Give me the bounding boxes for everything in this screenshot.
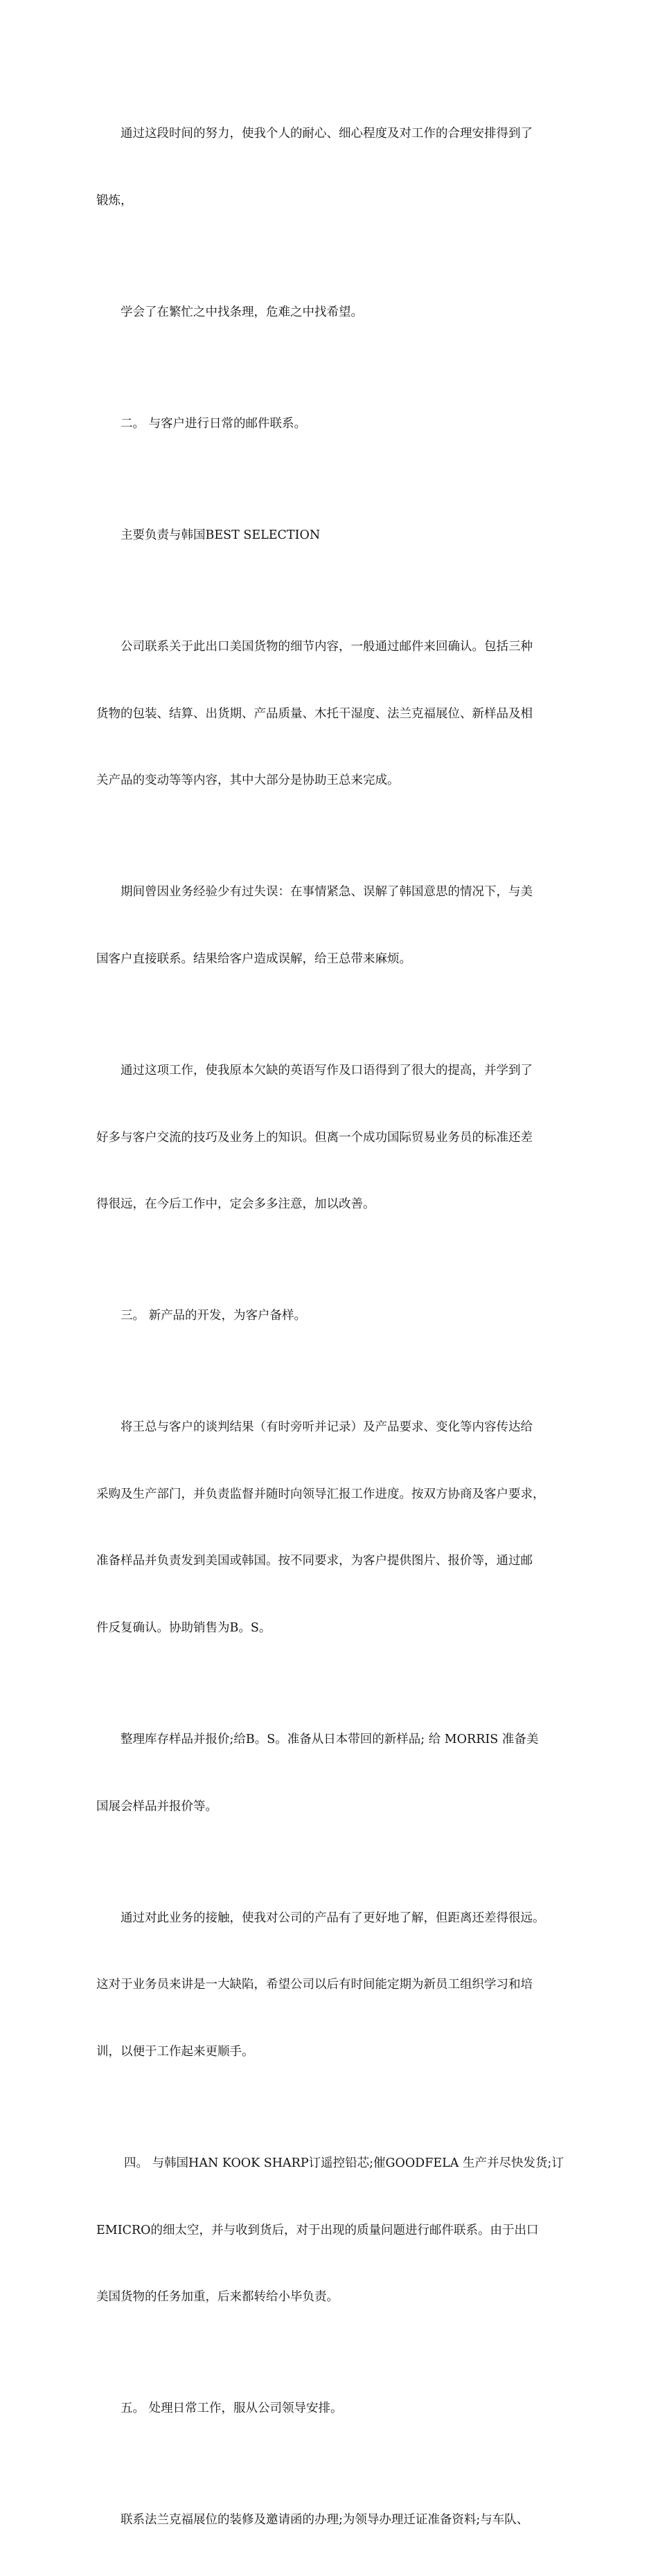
- text-line: 学会了在繁忙之中找条理，危难之中找希望。: [121, 305, 363, 320]
- text-line: 准备样品并负责发到美国或韩国。按不同要求，为客户提供图片、报价等，通过邮: [96, 1554, 533, 1568]
- text-line: 关产品的变动等等内容，其中大部分是协助王总来完成。: [96, 773, 400, 788]
- paragraph-mistake: [96, 837, 570, 1015]
- text-line: 好多与客户交流的技巧及业务上的知识。但离一个成功国际贸易业务员的标准还差: [96, 1130, 533, 1145]
- paragraph-company-contact: [96, 591, 570, 837]
- text-line: 国展会样品并报价等。: [96, 1799, 217, 1814]
- paragraph-main-responsibility: [96, 480, 570, 591]
- paragraph-inventory: [96, 1684, 570, 1863]
- section-heading-three: [96, 1260, 570, 1372]
- section-heading-four: [96, 2107, 570, 2352]
- paragraph-product-understanding: [96, 1862, 570, 2107]
- document-body: [96, 78, 570, 2576]
- text-line: 将王总与客户的谈判结果（有时旁听并记录）及产品要求、变化等内容传达给: [121, 1420, 533, 1435]
- text-line: 整理库存样品并报价;给B。S。准备从日本带回的新样品; 给 MORRIS 准备美: [121, 1733, 539, 1747]
- text-line: 二。 与客户进行日常的邮件联系。: [121, 417, 307, 431]
- text-line: 通过这项工作，使我原本欠缺的英语写作及口语得到了很大的提高，并学到了: [121, 1063, 533, 1077]
- text-line: 锻炼，: [96, 194, 133, 208]
- text-line: 联系法兰克福展位的装修及邀请函的办理;为领导办理迁证准备资料;与车队、: [121, 2513, 529, 2528]
- text-line: 件反复确认。协助销售为B。S。: [96, 1621, 272, 1636]
- text-line: 通过这段时间的努力，使我个人的耐心、细心程度及对工作的合理安排得到了: [121, 127, 533, 141]
- text-line: 采购及生产部门，并负责监督并随时向领导汇报工作进度。按双方协商及客户要求，: [96, 1487, 545, 1501]
- text-line: 这对于业务员来讲是一大缺陷，希望公司以后有时间能定期为新员工组织学习和培: [96, 1978, 533, 1992]
- text-line: EMICRO的细太空，并与收到货后，对于出现的质量问题进行邮件联系。由于出口: [96, 2223, 539, 2237]
- text-line: 货物的包装、结算、出货期、产品质量、木托干湿度、法兰克福展位、新样品及相: [96, 706, 533, 721]
- text-line: 四。 与韩国HAN KOOK SHARP订遥控铅芯;催GOODFELA 生产并尽快发货;订: [124, 2156, 564, 2170]
- paragraph-effort-summary: [96, 78, 570, 257]
- text-line: 训，以便于工作起来更顺手。: [96, 2044, 254, 2059]
- text-line: 得很远，在今后工作中，定会多多注意，加以改善。: [96, 1197, 375, 1212]
- text-line: 美国货物的任务加重，后来都转给小毕负责。: [96, 2290, 339, 2305]
- text-line: 公司联系关于此出口美国货物的细节内容，一般通过邮件来回确认。包括三种: [121, 640, 533, 654]
- section-heading-two: [96, 368, 570, 480]
- text-line: 三。 新产品的开发，为客户备样。: [121, 1309, 307, 1323]
- paragraph-daily-tasks: [96, 2465, 570, 2576]
- section-heading-five: [96, 2353, 570, 2465]
- text-line: 期间曾因业务经验少有过失误：在事情紧急、误解了韩国意思的情况下，与美: [121, 885, 533, 900]
- text-line: 国客户直接联系。结果给客户造成误解，给王总带来麻烦。: [96, 951, 411, 966]
- paragraph-negotiation: [96, 1372, 570, 1684]
- text-line: 主要负责与韩国BEST SELECTION: [121, 528, 321, 543]
- paragraph-learned: [96, 257, 570, 368]
- text-line: 五。 处理日常工作，服从公司领导安排。: [121, 2401, 343, 2416]
- paragraph-improvement: [96, 1015, 570, 1260]
- text-line: 通过对此业务的接触，使我对公司的产品有了更好地了解，但距离还差得很远。: [121, 1911, 545, 1925]
